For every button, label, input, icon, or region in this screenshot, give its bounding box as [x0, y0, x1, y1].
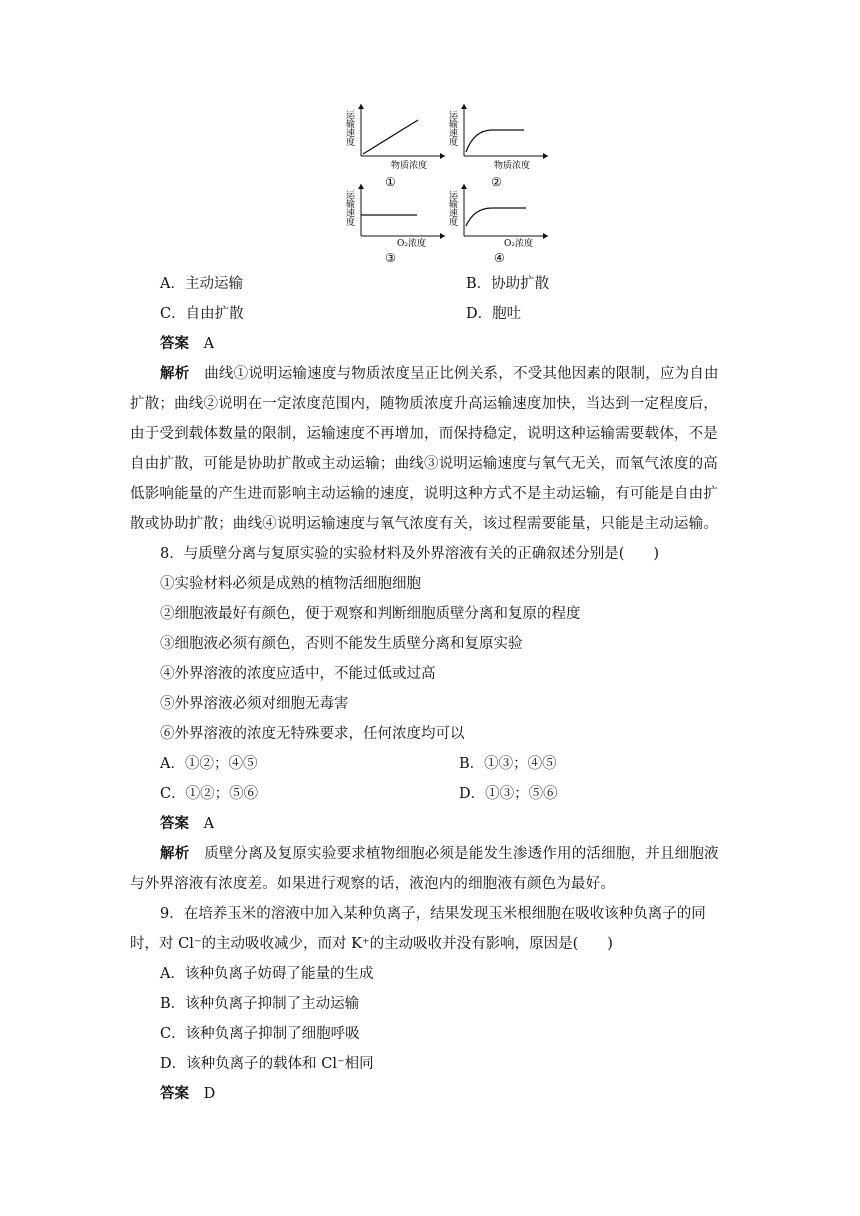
q7-analysis-line [160, 364, 719, 384]
graph-3-ylabel: 运输速度 [344, 190, 354, 226]
answer-label: 答案 [160, 815, 189, 832]
answer-value: D [203, 1086, 216, 1102]
answer-label: 答案 [160, 335, 189, 352]
q9-option-b: B．该种负离子抑制了主动运输 [160, 996, 360, 1012]
graph-2-number: ② [491, 175, 502, 189]
answer-label: 答案 [160, 1085, 189, 1102]
graph-1-curve [363, 120, 418, 154]
graph-4 [447, 184, 548, 265]
q7-option-a: A．主动运输 [160, 276, 243, 292]
q9-option-d: D．该种负离子的载体和 Cl⁻相同 [160, 1056, 374, 1072]
graph-4-curve [466, 208, 526, 226]
graph-3-number: ③ [385, 251, 396, 265]
analysis-text: 曲线①说明运输速度与物质浓度呈正比例关系，不受其他因素的限制，应为自由 [204, 366, 719, 382]
graph-2-xlabel: 物质浓度 [494, 161, 531, 171]
q7-analysis-line: 低影响能量的产生进而影响主动运输的速度，说明这种方式不是主动运输，有可能是自由扩 [130, 486, 718, 502]
q8-option-a: A．①②；④⑤ [160, 756, 258, 772]
analysis-label: 解析 [160, 365, 190, 382]
q8-item: ①实验材料必须是成熟的植物活细胞细胞 [160, 576, 421, 592]
q9-stem-line: 时，对 Cl⁻的主动吸收减少，而对 K⁺的主动吸收并没有影响，原因是( ) [130, 936, 613, 952]
q7-answer [160, 334, 214, 354]
q7-analysis-line: 由于受到载体数量的限制，运输速度不再增加，而保持稳定，说明这种运输需要载体，不是 [130, 426, 718, 442]
graph-1-ylabel: 运输速度 [344, 110, 354, 146]
q8-stem: 8．与质壁分离与复原实验的实验材料及外界溶液有关的正确叙述分别是( ) [160, 546, 660, 562]
q8-item: ④外界溶液的浓度应适中，不能过低或过高 [160, 666, 436, 682]
q8-option-c: C．①②；⑤⑥ [160, 786, 259, 802]
q8-analysis-line [160, 844, 719, 864]
graph-3 [344, 184, 445, 265]
graph-2-ylabel: 运输速度 [447, 110, 457, 146]
q8-option-d: D．①③；⑤⑥ [459, 786, 558, 802]
graph-4-number: ④ [494, 251, 505, 265]
q8-item: ③细胞液必须有颜色，否则不能发生质壁分离和复原实验 [160, 636, 523, 652]
answer-value: A [203, 336, 215, 352]
graph-2 [447, 104, 548, 189]
q8-item: ②细胞液最好有颜色，便于观察和判断细胞质壁分离和复原的程度 [160, 606, 581, 622]
graph-2-curve [466, 130, 524, 152]
q7-option-c: C．自由扩散 [160, 306, 244, 322]
q7-option-d: D．胞吐 [466, 306, 522, 322]
graph-4-xlabel: O₂浓度 [504, 239, 533, 249]
transport-rate-graphs [0, 0, 860, 270]
answer-value: A [203, 816, 215, 832]
graph-3-xlabel: O₂浓度 [397, 239, 426, 249]
q7-analysis-line: 散或协助扩散；曲线④说明运输速度与氧气浓度有关，该过程需要能量，只能是主动运输。 [130, 516, 718, 532]
graph-1 [344, 104, 445, 189]
q9-option-c: C．该种负离子抑制了细胞呼吸 [160, 1026, 360, 1042]
q8-analysis-line: 与外界溶液有浓度差。如果进行观察的话，液泡内的细胞液有颜色为最好。 [130, 876, 616, 892]
q7-analysis-line: 自由扩散，可能是协助扩散或主动运输；曲线③说明运输速度与氧气无关，而氧气浓度的高 [130, 456, 718, 472]
q7-analysis-line: 扩散；曲线②说明在一定浓度范围内，随物质浓度升高运输速度加快，当达到一定程度后， [130, 396, 718, 412]
graph-1-xlabel: 物质浓度 [391, 161, 428, 171]
analysis-text: 质壁分离及复原实验要求植物细胞必须是能发生渗透作用的活细胞，并且细胞液 [204, 846, 719, 862]
q9-option-a: A．该种负离子妨碍了能量的生成 [160, 966, 374, 982]
q9-answer [160, 1084, 215, 1104]
q8-option-b: B．①③；④⑤ [459, 756, 557, 772]
graph-4-ylabel: 运输速度 [447, 190, 457, 226]
q9-stem-line: 9．在培养玉米的溶液中加入某种负离子，结果发现玉米根细胞在吸收该种负离子的同 [160, 906, 706, 922]
analysis-label: 解析 [160, 845, 190, 862]
graph-1-number: ① [385, 175, 396, 189]
q8-item: ⑥外界溶液的浓度无特殊要求，任何浓度均可以 [160, 726, 465, 742]
q7-option-b: B．协助扩散 [466, 276, 550, 292]
q8-answer [160, 814, 214, 834]
q8-item: ⑤外界溶液必须对细胞无毒害 [160, 696, 349, 712]
